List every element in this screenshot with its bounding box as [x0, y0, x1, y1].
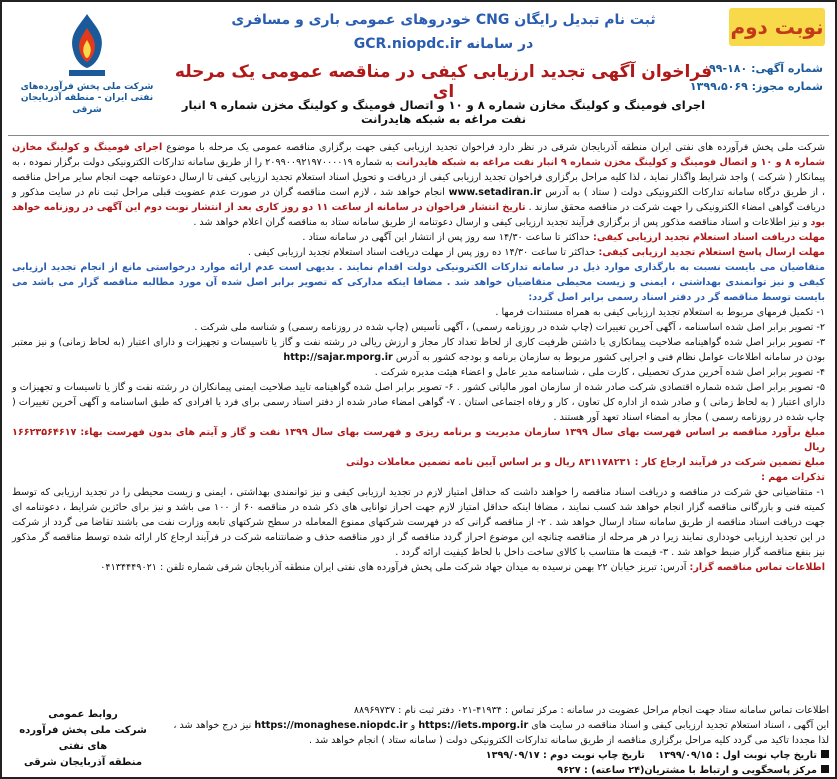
footer: [8, 703, 829, 776]
bullet-square-icon: [821, 765, 829, 773]
guarantee-amount: مبلغ تضمین شرکت در فرآیند ارجاع کار : ۸۳۱۱۷۸۲۳۱ ریال و بر اساس آیین نامه تضمین معاملات دولتی: [346, 457, 825, 468]
iets-link[interactable]: https://iets.mporg.ir: [418, 720, 529, 731]
bullet-square-icon: [821, 750, 829, 758]
announcement-body: [8, 136, 829, 575]
footer-contact: [168, 703, 829, 778]
setad-link[interactable]: www.setadiran.ir: [448, 187, 542, 198]
publish-notice: تاریخ انتشار فراخوان در سامانه از ساعت ۱۱ دو روز کاری بعد از انتشار نوبت دوم این آگهی در روزنامه خواهد بود: [12, 202, 825, 228]
page-title: فراخوان آگهی تجدید ارزیابی کیفی در مناقصه عمومی یک مرحله ای: [174, 62, 713, 102]
deadline-send: مهلت ارسال پاسخ استعلام تجدید ارزیابی کیفی: حداکثر تا ساعت ۱۴/۳۰ ده روز پس از مهلت دریافت اسناد استعلام تجدید ارزیابی کیفی .: [247, 247, 825, 258]
second-print-date: تاریخ چاپ نوبت دوم : ۱۳۹۹/۰۹/۱۷: [485, 750, 645, 761]
first-print-date: تاریخ چاپ نوبت اول : ۱۳۹۹/۰۹/۱۵: [658, 750, 817, 761]
requirement-5-7: ۵- تصویر برابر اصل شده شماره اقتصادی شرکت صادر شده از سازمان امور مالیاتی کشور . ۶- تصویر برابر اصل شده گواهینامه تایید صلاحیت ایمنی پیمانکاران در رشته نفت و گاز یا تاسیسات و تجهیزات و دارای اعتبار ( به لحاظ زمانی ) و صادر شده از اداره کل تعاون ، کار و رفاه اجتماعی استان . ۷- گواهی امضاء صادر شده از دفتر اسناد رسمی برای فرد یا افرادی که طبق اساسنامه و آگهی آخرین تغییرات ( چاپ شده در روزنامه رسمی ) مجاز به امضاء اسناد تعهد آور هستند .: [12, 382, 826, 423]
intro-paragraph: شرکت ملی پخش فرآورده های نفتی ایران منطقه آذربایجان شرقی در نظر دارد فراخوان تجدید ارزیابی کیفی جهت برگزاری مناقصه عمومی یک مرحله با موضوع اجرای فومینگ و کولینگ مخازن شماره ۸ و ۱۰ و اتصال فومینگ و کولینگ مخزن شماره ۹ انبار نفت مراغه به شبکه هایدرانت به شماره ۲۰۹۹۰۰۹۲۱۹۷۰۰۰۰۱۹ را از طریق سامانه تدارکات الکترونیکی دولت برگزار نموده ، به پیمانکار ( شرکت ) واجد شرایط واگذار نماید ، لذا کلیه مراحل برگزاری فراخوان تجدید ارزیابی کیفی از دریافت و تحویل اسناد استعلام تجدید ارزیابی کیفی تا ارسال دعوتنامه جهت انجام سایر مراحل مناقصه ، از طریق درگاه سامانه تدارکات الکترونیکی دولت ( ستاد ) به آدرس www.setadiran.ir انجام خواهد شد ، لازم است مناقصه گران در صورت عدم عضویت قبلی مراحل ثبت نام در سایت مذکور و دریافت گواهی امضاء الکترونیکی را جهت شرکت در مناقصه محقق سازند . تاریخ انتشار فراخوان در سامانه از ساعت ۱۱ دو روز کاری بعد از انتشار نوبت دوم این آگهی در روزنامه خواهد بود و نیز اطلاعات و اسناد مناقصه مذکور پس از برگزاری فرآیند تجدید ارزیابی کیفی و ارسال دعوتنامه از طریق سامانه ستاد به مناقصه گران اعلام خواهد شد .: [12, 142, 825, 228]
license-number: شماره مجوز: ۱۳۹۹،۵۰۶۹: [689, 79, 823, 93]
support-center: مرکز پاسخگویی و ارتباط با مشتریان(۲۴ ساعته) : ۹۶۲۷: [168, 763, 829, 778]
flame-logo-icon: [56, 10, 118, 80]
requirement-2: ۲- تصویر برابر اصل شده اساسنامه ، آگهی آخرین تغییرات (چاپ شده در روزنامه رسمی) ، آگهی تأسیس (چاپ شده در روزنامه رسمی) و شناسه ملی شرکت .: [194, 322, 825, 333]
websites-line: این آگهی ، اسناد استعلام تجدید ارزیابی کیفی و اسناد مناقصه در سایت های https://iets.mporg.ir و https://monaghese.niopdc.ir نیز درج خواهد شد ، لذا مجددا تاکید می گردد کلیه مراحل برگزاری مناقصه از طریق سامانه تدارکات الکترونیکی دولت ( سامانه ستاد ) انجام خواهد شد .: [173, 720, 829, 746]
cng-banner-line-1: ثبت نام تبدیل رایگان CNG خودروهای عمومی باری و مسافری: [231, 12, 656, 28]
contact-info: اطلاعات تماس مناقصه گزار: آدرس: تبریز خیابان ۲۲ بهمن نرسیده به میدان جهاد شرکت ملی پخش فرآورده های نفتی ایران منطقه آذربایجان شرقی شماره تلفن : ۰۴۱۳۴۴۴۹۰۲۱: [100, 562, 825, 573]
print-dates: [168, 748, 829, 763]
setad-contact: اطلاعات تماس سامانه ستاد جهت انجام مراحل عضویت در سامانه : مرکز تماس : ۴۱۹۳۴-۰۲۱ دفتر ثبت نام : ۸۸۹۶۹۷۳۷: [353, 705, 829, 716]
deadline-get: مهلت دریافت اسناد استعلام تجدید ارزیابی کیفی: حداکثر تا ساعت ۱۴/۳۰ سه روز پس از انتشار این آگهی در سامانه ستاد .: [302, 232, 825, 243]
sajar-link[interactable]: http://sajar.mporg.ir: [283, 352, 393, 363]
announcement-number: شماره آگهی: ۱۸۰-۹۹: [709, 62, 823, 75]
notes-label: تذکرات مهم :: [761, 472, 825, 483]
estimate-amount: مبلغ برآورد مناقصه بر اساس فهرست بهای سال ۱۳۹۹ سازمان مدیریت و برنامه ریزی و فهرست بهای سال ۱۳۹۹ نفت و گاز و آیتم های بدون فهرست بهاء: ۱۶۶۲۳۵۶۴۶۱۷ ریال: [12, 427, 826, 453]
intro-subject: اجرای فومینگ و کولینگ مخازن شماره ۸ و ۱۰ و اتصال فومینگ و کولینگ مخزن شماره ۹ انبار نفت مراغه به شبکه هایدرانت: [12, 142, 825, 168]
round-badge: نوبت دوم: [729, 8, 825, 46]
notes-text: ۱- متقاضیانی حق شرکت در مناقصه و دریافت اسناد مناقصه را خواهند داشت که حداقل امتیاز لازم در تجدید ارزیابی کیفی و نیز توانمندی بهداشتی ، ایمنی و زیست محیطی را در تجدید ارزیابی که توسط کمیته فنی و بازرگانی مناقصه گزار انجام خواهد شد کسب نمایند ، مضافا اینکه حداقل امتیاز لازم جهت احراز توانایی های ذکر شده در مناقصه ۶۰ از ۱۰۰ می باشد و نیز برای حائزین شرایط ، دعوتنامه ای جهت دریافت اسناد مناقصه از طریق سامانه ستاد ارسال خواهد شد . ۲- از مناقصه گرانی که در فهرست شرکتهای ممنوع المعامله در سطح شرکتهای تابعه وزارت نفت می باشند تقاضا می گردد از شرکت در این تجدید ارزیابی خودداری نمایند زیرا در هر مرحله از مناقصه چنانچه این موضوع احراز گردد مناقصه گر از دور مناقصه حذف و ضمانتنامه شرکت در فرآیند ارجاع کار ارائه شده توسط مناقصه گر مذکور نیز بنفع مناقصه گزار ضبط خواهد شد . ۳- قیمت ها متناسب با کالای ساخت داخل با لحاظ کیفیت ارائه گردد .: [12, 487, 825, 558]
logo-org-text: شرکت ملی پخش فرآورده‌های نفتی ایران - منطقه آذربایجان شرقی: [20, 82, 154, 115]
public-relations-signature: روابط عمومی شرکت ملی پخش فرآورده های نفتی منطقه آذربایجان شرقی: [19, 709, 147, 768]
requirement-1: ۱- تکمیل فرمهای مربوط به استعلام تجدید ارزیابی کیفی به همراه مستندات فرمها .: [495, 307, 825, 318]
monaghese-link[interactable]: https://monaghese.niopdc.ir: [254, 720, 408, 731]
cng-banner-line-2: در سامانه GCR.niopdc.ir: [353, 36, 534, 52]
requirement-4: ۴- تصویر برابر اصل شده آخرین مدرک تحصیلی ، کارت ملی ، شناسنامه مدیر عامل و اعضاء هیئت مدیره شرکت .: [374, 367, 825, 378]
requirements-intro: متقاضیان می بایست نسبت به بارگذاری موارد ذیل در سامانه تدارکات الکترونیکی دولت اقدام نمایند . بدیهی است عدم ارائه موارد درخواستی مانع از انجام تجدید ارزیابی کیفی و نیز توانمندی بهداشتی ، ایمنی و زیست محیطی متقاضیان خواهد شد . مضافا اینکه مدارکی که تصویر برابر اصل شده آن مورد مطالبه مناقصه گزار می باشد می بایست توسط مناقصه گر در دفتر اسناد رسمی برابر اصل گردد:: [12, 262, 825, 303]
requirement-3: ۳- تصویر برابر اصل شده گواهینامه صلاحیت پیمانکاری با داشتن ظرفیت کاری از لحاظ تعداد کار مجاز و ارزش ریالی در رشته نفت و گاز یا تاسیسات و تجهیزات و دارای اعتبار (به لحاظ زمانی) و نیز معتبر بودن در سامانه اطلاعات عوامل نظام فنی و اجرایی کشور مربوط به سازمان برنامه و بودجه کشور به آدرس http://sajar.mporg.ir: [12, 337, 825, 363]
page-subtitle: اجرای فومینگ و کولینگ مخازن شماره ۸ و ۱۰ و اتصال فومینگ و کولینگ مخزن شماره ۹ انبار نفت مراغه به شبکه هایدرانت: [181, 98, 706, 126]
header: [8, 6, 829, 136]
company-logo: [12, 10, 162, 130]
